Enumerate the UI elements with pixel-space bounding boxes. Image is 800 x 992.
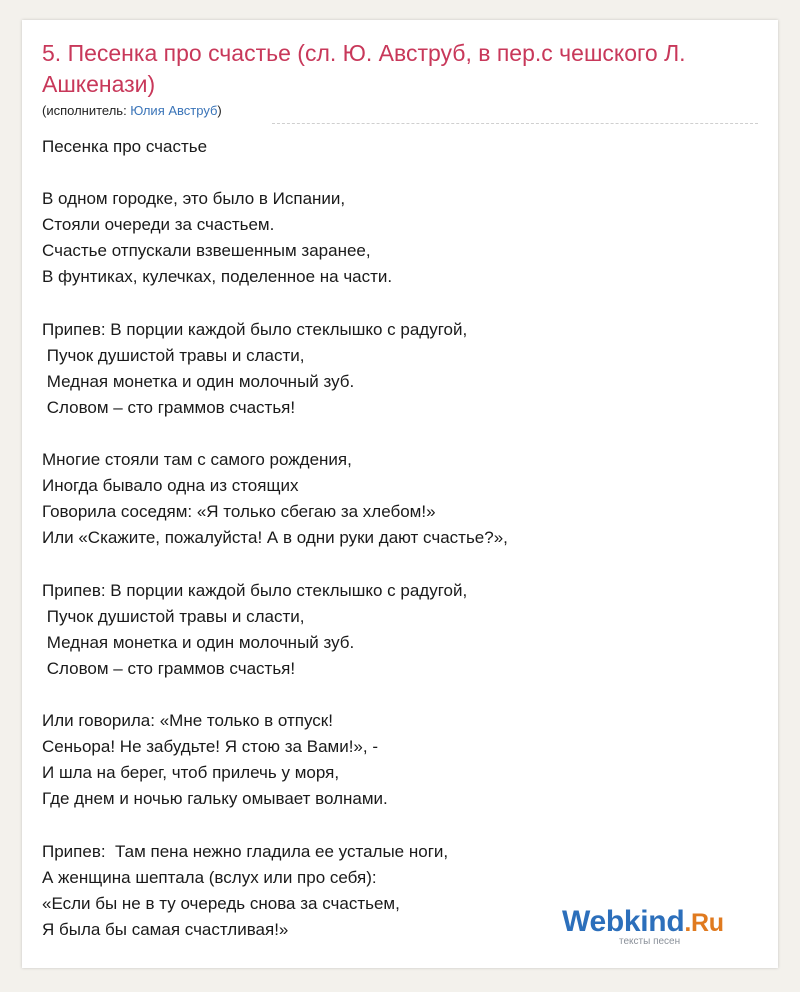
lyric-line: Припев: Там пена нежно гладила ее усталые ноги, (42, 841, 449, 861)
lyric-line: Пучок душистой травы и сласти, (42, 345, 305, 365)
lyric-line: Говорила соседям: «Я только сбегаю за хлебом!» (42, 502, 436, 522)
lyric-line: Словом – сто граммов счастья! (42, 397, 296, 417)
performer-link[interactable]: Юлия Авструб (130, 103, 218, 118)
lyric-line (42, 812, 762, 838)
lyric-line: Я была бы самая счастливая!» (42, 919, 289, 939)
lyric-line: Медная монетка и один молочный зуб. (42, 632, 355, 652)
lyric-line: Где днем и ночью гальку омывает волнами. (42, 789, 388, 809)
performer-suffix: ) (217, 103, 222, 118)
performer-prefix: (исполнитель: (42, 103, 131, 118)
lyric-line: «Если бы не в ту очередь снова за счастьем, (42, 893, 400, 913)
lyric-line: Или говорила: «Мне только в отпуск! (42, 711, 333, 731)
performer-line (42, 102, 222, 120)
song-title: 5. Песенка про счастье (сл. Ю. Авструб, в пер.с чешского Л. Ашкенази) (42, 40, 686, 97)
lyric-line: И шла на берег, чтоб прилечь у моря, (42, 763, 340, 783)
lyric-line (42, 421, 762, 447)
lyric-line (42, 291, 762, 317)
logo-brand: Webkind (562, 905, 685, 938)
header-divider (272, 123, 758, 124)
lyric-line: Многие стояли там с самого рождения, (42, 450, 352, 470)
lyric-line: Припев: В порции каждой было стеклышко с радугой, (42, 319, 468, 339)
lyrics-text (42, 134, 762, 943)
lyric-line: Или «Скажите, пожалуйста! А в одни руки дают счастье?», (42, 528, 508, 548)
lyric-line: Иногда бывало одна из стоящих (42, 476, 299, 496)
song-card (22, 20, 778, 968)
lyric-line: Припев: В порции каждой было стеклышко с радугой, (42, 580, 468, 600)
lyric-line: В фунтиках, кулечках, поделенное на части. (42, 267, 393, 287)
lyric-line (42, 682, 762, 708)
lyric-line: Словом – сто граммов счастья! (42, 658, 296, 678)
lyric-line (42, 552, 762, 578)
lyric-line: Счастье отпускали взвешенным заранее, (42, 241, 371, 261)
webkind-logo[interactable] (562, 904, 752, 950)
lyric-line: В одном городке, это было в Испании, (42, 189, 346, 209)
lyric-line: Медная монетка и один молочный зуб. (42, 371, 355, 391)
logo-tld: .Ru (684, 909, 724, 937)
lyric-line: Сеньора! Не забудьте! Я стою за Вами!», - (42, 737, 378, 757)
logo-tagline: тексты песен (619, 936, 681, 947)
lyric-line: Песенка про счастье (42, 137, 208, 156)
lyric-line: А женщина шептала (вслух или про себя): (42, 867, 377, 887)
lyric-line: Пучок душистой травы и сласти, (42, 606, 305, 626)
lyric-line (42, 160, 762, 186)
lyric-line: Стояли очереди за счастьем. (42, 215, 275, 235)
